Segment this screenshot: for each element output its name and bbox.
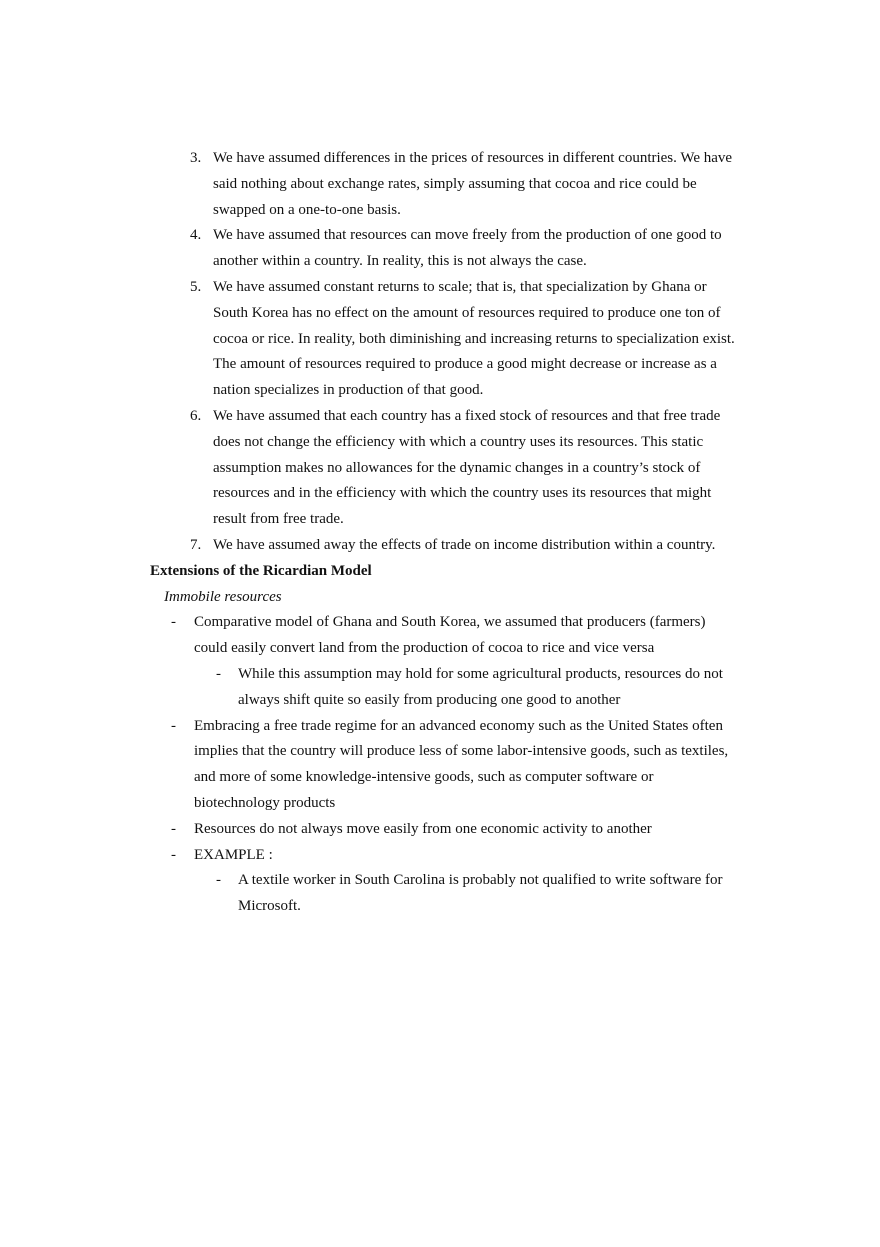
assumptions-list (150, 146, 740, 559)
sub-bullet-list (194, 868, 740, 920)
subsection-heading: Immobile resources (164, 588, 282, 605)
list-item (150, 404, 740, 533)
bullet-dash: - (216, 872, 221, 889)
section-heading: Extensions of the Ricardian Model (150, 562, 372, 579)
bullet-text: Embracing a free trade regime for an advanced economy such as the United States often implies that the country will produce less of some labor-intensive goods, such as textiles, and more of some knowledge-intensive goods, such as computer software or biotechnology products (194, 717, 729, 811)
bullet-text: EXAMPLE : (194, 846, 273, 863)
list-item (150, 146, 740, 223)
item-text: We have assumed that each country has a fixed stock of resources and that free trade does not change the efficiency with which a country uses its resources. This static assumption makes no allowances for the dynamic changes in a country’s stock of resources and in the efficiency with which the country uses its resources that might result from free trade. (213, 407, 721, 528)
item-number: 3. (190, 150, 202, 166)
bullet-text: Comparative model of Ghana and South Korea, we assumed that producers (farmers) could easily convert land from the production of cocoa to rice and vice versa (194, 614, 706, 657)
item-number: 7. (190, 536, 202, 553)
bullet-dash: - (216, 665, 221, 682)
list-item (150, 275, 740, 404)
bullet-dash: - (171, 614, 176, 631)
bullet-dash: - (171, 846, 176, 863)
extensions-bullet-list (150, 610, 740, 920)
item-text: We have assumed away the effects of trade on income distribution within a country. (213, 536, 716, 553)
sub-bullet-item (194, 662, 740, 714)
sub-bullet-text: A textile worker in South Carolina is probably not qualified to write software for Microsoft. (238, 872, 723, 915)
bullet-dash: - (171, 820, 176, 837)
bullet-item (150, 714, 740, 817)
list-item (150, 533, 740, 559)
item-number: 4. (190, 227, 202, 244)
bullet-text: Resources do not always move easily from one economic activity to another (194, 820, 652, 837)
item-text: We have assumed that resources can move freely from the production of one good to another within a country. In reality, this is not always the case. (213, 227, 722, 270)
item-number: 6. (190, 407, 202, 424)
bullet-item (150, 817, 740, 843)
sub-bullet-item (194, 868, 740, 920)
item-text: We have assumed constant returns to scale; that is, that specialization by Ghana or South Korea has no effect on the amount of resources required to produce one ton of cocoa or rice. In reality, both diminishing and increasing returns to specialization exist. The amount of resources required to produce a good might decrease or increase as a nation specializes in production of that good. (213, 278, 735, 399)
sub-bullet-text: While this assumption may hold for some agricultural products, resources do not always shift quite so easily from producing one good to another (238, 665, 723, 708)
sub-bullet-list (194, 662, 740, 714)
bullet-dash: - (171, 717, 176, 734)
list-item (150, 223, 740, 275)
item-number: 5. (190, 278, 202, 295)
item-text: We have assumed differences in the prices of resources in different countries. We have said nothing about exchange rates, simply assuming that cocoa and rice could be swapped on a one-to-one basis. (213, 150, 733, 218)
bullet-item (150, 843, 740, 920)
bullet-item (150, 610, 740, 713)
page-content (150, 146, 740, 920)
